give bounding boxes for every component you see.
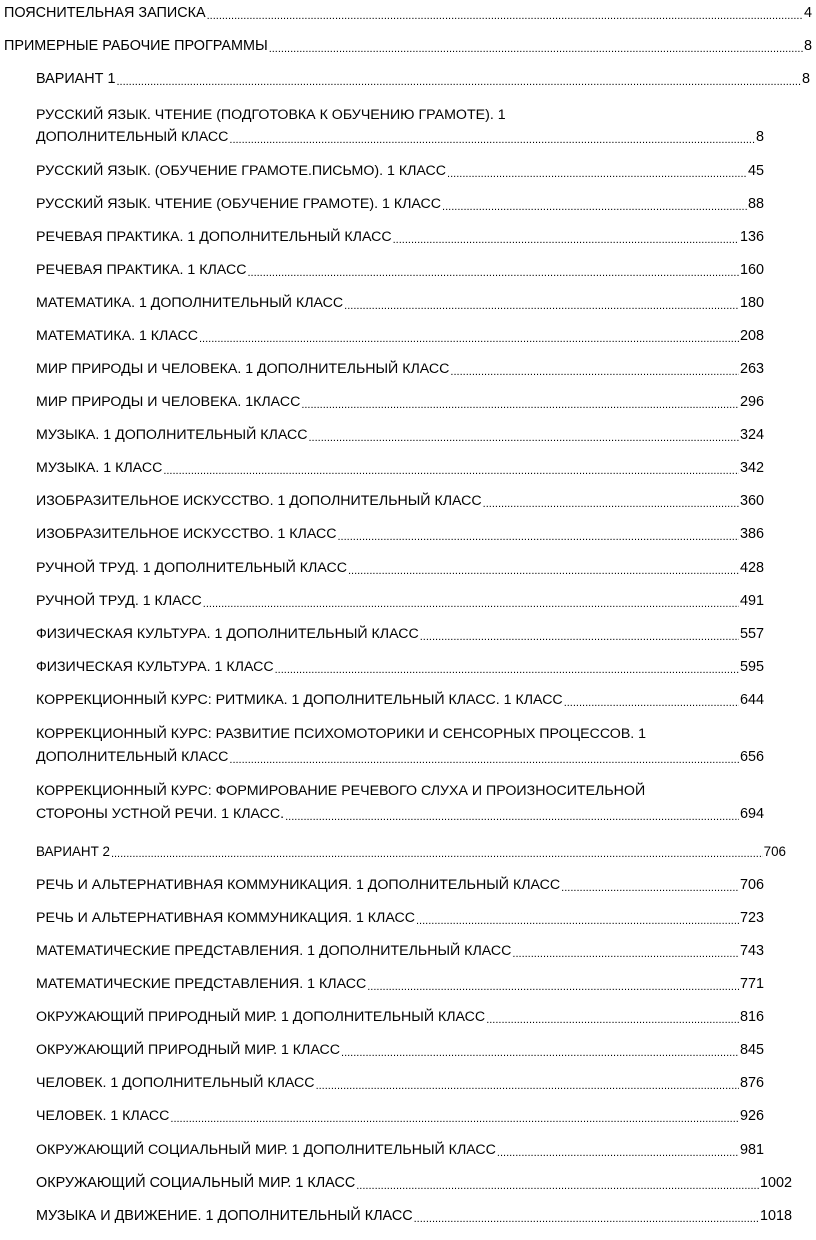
toc-page-number: 771 xyxy=(739,976,764,992)
toc-entry[interactable] xyxy=(36,492,764,511)
leader-dots xyxy=(497,1141,739,1160)
leader-dots xyxy=(275,658,739,677)
leader-dots xyxy=(367,975,739,994)
toc-entry-title: ОКРУЖАЮЩИЙ СОЦИАЛЬНЫЙ МИР. 1 ДОПОЛНИТЕЛЬНЫЙ КЛАСС xyxy=(36,1142,496,1158)
leader-dots xyxy=(341,1041,739,1060)
toc-entry-title-line: КОРРЕКЦИОННЫЙ КУРС: ФОРМИРОВАНИЕ РЕЧЕВОГО СЛУХА И ПРОИЗНОСИТЕЛЬНОЙ xyxy=(36,783,646,799)
toc-page-number: 360 xyxy=(739,493,764,509)
toc-entry-explanatory-note[interactable] xyxy=(4,4,812,23)
leader-dots xyxy=(450,360,739,379)
toc-entry-title: РЕЧЕВАЯ ПРАКТИКА. 1 ДОПОЛНИТЕЛЬНЫЙ КЛАСС xyxy=(36,229,392,245)
leader-dots xyxy=(420,625,739,644)
toc-entry-title: ФИЗИЧЕСКАЯ КУЛЬТУРА. 1 КЛАСС xyxy=(36,659,274,675)
leader-dots xyxy=(308,426,739,445)
toc-entry-title: ЧЕЛОВЕК. 1 ДОПОЛНИТЕЛЬНЫЙ КЛАСС xyxy=(36,1075,315,1091)
toc-entry-title: КОРРЕКЦИОННЫЙ КУРС: РИТМИКА. 1 ДОПОЛНИТЕЛЬНЫЙ КЛАСС. 1 КЛАСС xyxy=(36,692,563,708)
toc-entry[interactable] xyxy=(36,195,764,214)
toc-entry-title: ОКРУЖАЮЩИЙ ПРИРОДНЫЙ МИР. 1 КЛАСС xyxy=(36,1042,341,1058)
toc-page-number: 428 xyxy=(739,560,764,576)
toc-page-number: 706 xyxy=(763,844,786,859)
toc-page-number: 491 xyxy=(739,593,764,609)
toc-entry[interactable] xyxy=(36,1074,764,1093)
toc-entry[interactable] xyxy=(36,592,764,611)
toc-entry-title: ОКРУЖАЮЩИЙ СОЦИАЛЬНЫЙ МИР. 1 КЛАСС xyxy=(36,1175,356,1191)
toc-page-number: 324 xyxy=(739,427,764,443)
toc-entry[interactable] xyxy=(36,691,764,710)
toc-entry-title: ОКРУЖАЮЩИЙ ПРИРОДНЫЙ МИР. 1 ДОПОЛНИТЕЛЬНЫЙ КЛАСС xyxy=(36,1009,486,1025)
leader-dots xyxy=(344,294,739,313)
toc-page-number: 1002 xyxy=(759,1175,792,1191)
toc-entry[interactable] xyxy=(36,1041,764,1060)
toc-entry-sample-programs[interactable] xyxy=(4,37,812,56)
toc-entry[interactable] xyxy=(36,327,764,346)
toc-page-number: 8 xyxy=(803,38,812,54)
toc-entry-title: РУССКИЙ ЯЗЫК. ЧТЕНИЕ (ОБУЧЕНИЕ ГРАМОТЕ). 1 КЛАСС xyxy=(36,196,442,212)
toc-entry-title-line: РУССКИЙ ЯЗЫК. ЧТЕНИЕ (ПОДГОТОВКА К ОБУЧЕНИЮ ГРАМОТЕ). 1 xyxy=(36,107,506,123)
toc-entry-title: МАТЕМАТИКА. 1 ДОПОЛНИТЕЛЬНЫЙ КЛАСС xyxy=(36,295,344,311)
toc-entry-title: СТОРОНЫ УСТНОЙ РЕЧИ. 1 КЛАСС. xyxy=(36,806,285,822)
toc-page-number: 876 xyxy=(739,1075,764,1091)
toc-page-number: 981 xyxy=(739,1142,764,1158)
toc-entry-title: ФИЗИЧЕСКАЯ КУЛЬТУРА. 1 ДОПОЛНИТЕЛЬНЫЙ КЛАСС xyxy=(36,626,419,642)
leader-dots xyxy=(348,559,739,578)
toc-entry-title: МУЗЫКА. 1 КЛАСС xyxy=(36,460,163,476)
toc-entry-title: РЕЧЬ И АЛЬТЕРНАТИВНАЯ КОММУНИКАЦИЯ. 1 ДОПОЛНИТЕЛЬНЫЙ КЛАСС xyxy=(36,877,561,893)
toc-entry-title: МУЗЫКА И ДВИЖЕНИЕ. 1 ДОПОЛНИТЕЛЬНЫЙ КЛАСС xyxy=(36,1208,413,1224)
toc-entry-variant-2[interactable] xyxy=(36,842,786,861)
toc-entry-variant-1[interactable] xyxy=(36,70,810,89)
toc-entry-title: ВАРИАНТ 2 xyxy=(36,844,110,859)
toc-page-number: 208 xyxy=(739,328,764,344)
toc-entry-title: РУЧНОЙ ТРУД. 1 ДОПОЛНИТЕЛЬНЫЙ КЛАСС xyxy=(36,560,347,576)
leader-dots xyxy=(163,459,739,478)
leader-dots xyxy=(512,942,739,961)
toc-entry[interactable] xyxy=(36,1174,792,1193)
leader-dots xyxy=(207,4,803,23)
leader-dots xyxy=(269,37,803,56)
leader-dots xyxy=(229,748,739,767)
leader-dots xyxy=(111,842,763,861)
toc-entry[interactable] xyxy=(36,360,764,379)
leader-dots xyxy=(229,128,755,147)
toc-entry[interactable] xyxy=(36,1207,792,1226)
toc-entry[interactable] xyxy=(36,393,764,412)
toc-page-number: 342 xyxy=(739,460,764,476)
toc-entry-title: ПРИМЕРНЫЕ РАБОЧИЕ ПРОГРАММЫ xyxy=(4,38,268,54)
leader-dots xyxy=(316,1074,739,1093)
toc-page-number: 557 xyxy=(739,626,764,642)
toc-page-number: 743 xyxy=(739,943,764,959)
leader-dots xyxy=(414,1207,759,1226)
toc-page-number: 8 xyxy=(755,129,764,145)
toc-entry[interactable] xyxy=(36,805,764,824)
toc-page-number: 8 xyxy=(801,71,810,87)
leader-dots xyxy=(486,1008,739,1027)
toc-entry[interactable] xyxy=(36,162,764,181)
toc-entry-title: ЧЕЛОВЕК. 1 КЛАСС xyxy=(36,1108,170,1124)
toc-page-number: 694 xyxy=(739,806,764,822)
toc-page-number: 386 xyxy=(739,526,764,542)
toc-entry[interactable] xyxy=(36,748,764,767)
leader-dots xyxy=(447,162,747,181)
leader-dots xyxy=(393,228,739,247)
toc-entry-title: РЕЧЬ И АЛЬТЕРНАТИВНАЯ КОММУНИКАЦИЯ. 1 КЛАСС xyxy=(36,910,415,926)
toc-page-number: 88 xyxy=(747,196,764,212)
leader-dots xyxy=(199,327,739,346)
toc-entry-title-line: КОРРЕКЦИОННЫЙ КУРС: РАЗВИТИЕ ПСИХОМОТОРИКИ И СЕНСОРНЫХ ПРОЦЕССОВ. 1 xyxy=(36,726,647,742)
leader-dots xyxy=(203,592,739,611)
leader-dots xyxy=(116,70,801,89)
toc-entry-title: ДОПОЛНИТЕЛЬНЫЙ КЛАСС xyxy=(36,749,229,765)
toc-page-number: 136 xyxy=(739,229,764,245)
toc-page-number: 45 xyxy=(747,163,764,179)
toc-entry[interactable] xyxy=(36,909,764,928)
toc-entry[interactable] xyxy=(36,658,764,677)
toc-entry[interactable] xyxy=(36,228,764,247)
toc-entry-title: МУЗЫКА. 1 ДОПОЛНИТЕЛЬНЫЙ КЛАСС xyxy=(36,427,308,443)
toc-entry[interactable] xyxy=(36,426,764,445)
toc-page-number: 644 xyxy=(739,692,764,708)
leader-dots xyxy=(442,195,747,214)
toc-page-number: 926 xyxy=(739,1108,764,1124)
toc-entry[interactable] xyxy=(36,1141,764,1160)
leader-dots xyxy=(301,393,739,412)
leader-dots xyxy=(356,1174,759,1193)
leader-dots xyxy=(338,525,739,544)
toc-entry-title: ИЗОБРАЗИТЕЛЬНОЕ ИСКУССТВО. 1 КЛАСС xyxy=(36,526,337,542)
toc-entry[interactable] xyxy=(36,876,764,895)
toc-entry[interactable] xyxy=(36,1107,764,1126)
toc-entry[interactable] xyxy=(36,294,764,313)
toc-entry-title: МАТЕМАТИКА. 1 КЛАСС xyxy=(36,328,198,344)
toc-entry-title: ВАРИАНТ 1 xyxy=(36,71,116,87)
toc-entry-title: РУССКИЙ ЯЗЫК. (ОБУЧЕНИЕ ГРАМОТЕ.ПИСЬМО). 1 КЛАСС xyxy=(36,163,447,179)
toc-entry-russian-reading-prep[interactable] xyxy=(36,128,764,147)
leader-dots xyxy=(416,909,739,928)
toc-page-number: 595 xyxy=(739,659,764,675)
toc-page-number: 296 xyxy=(739,394,764,410)
toc-entry[interactable] xyxy=(36,261,764,280)
toc-page-number: 845 xyxy=(739,1042,764,1058)
toc-entry-title: РУЧНОЙ ТРУД. 1 КЛАСС xyxy=(36,593,202,609)
toc-page-number: 4 xyxy=(803,5,812,21)
toc-page-number: 1018 xyxy=(759,1208,792,1224)
toc-entry-title: ДОПОЛНИТЕЛЬНЫЙ КЛАСС xyxy=(36,129,229,145)
toc-page-number: 723 xyxy=(739,910,764,926)
toc-entry[interactable] xyxy=(36,559,764,578)
toc-entry-title: МАТЕМАТИЧЕСКИЕ ПРЕДСТАВЛЕНИЯ. 1 ДОПОЛНИТЕЛЬНЫЙ КЛАСС xyxy=(36,943,512,959)
toc-page-number: 263 xyxy=(739,361,764,377)
toc-page-number: 656 xyxy=(739,749,764,765)
toc-entry[interactable] xyxy=(36,459,764,478)
toc-entry-title: МИР ПРИРОДЫ И ЧЕЛОВЕКА. 1КЛАСС xyxy=(36,394,301,410)
toc-entry[interactable] xyxy=(36,975,764,994)
leader-dots xyxy=(483,492,739,511)
toc-page-number: 180 xyxy=(739,295,764,311)
toc-entry[interactable] xyxy=(36,942,764,961)
leader-dots xyxy=(561,876,739,895)
leader-dots xyxy=(170,1107,739,1126)
toc-entry[interactable] xyxy=(36,525,764,544)
leader-dots xyxy=(247,261,739,280)
leader-dots xyxy=(564,691,739,710)
toc-entry[interactable] xyxy=(36,625,764,644)
toc-entry-title: МАТЕМАТИЧЕСКИЕ ПРЕДСТАВЛЕНИЯ. 1 КЛАСС xyxy=(36,976,367,992)
toc-entry-title: РЕЧЕВАЯ ПРАКТИКА. 1 КЛАСС xyxy=(36,262,247,278)
toc-entry-title: ИЗОБРАЗИТЕЛЬНОЕ ИСКУССТВО. 1 ДОПОЛНИТЕЛЬНЫЙ КЛАСС xyxy=(36,493,482,509)
toc-page-number: 816 xyxy=(739,1009,764,1025)
leader-dots xyxy=(285,805,739,824)
toc-entry[interactable] xyxy=(36,1008,764,1027)
toc-entry-title: ПОЯСНИТЕЛЬНАЯ ЗАПИСКА xyxy=(4,5,206,21)
toc-page-number: 706 xyxy=(739,877,764,893)
toc-entry-title: МИР ПРИРОДЫ И ЧЕЛОВЕКА. 1 ДОПОЛНИТЕЛЬНЫЙ КЛАСС xyxy=(36,361,450,377)
toc-page-number: 160 xyxy=(739,262,764,278)
